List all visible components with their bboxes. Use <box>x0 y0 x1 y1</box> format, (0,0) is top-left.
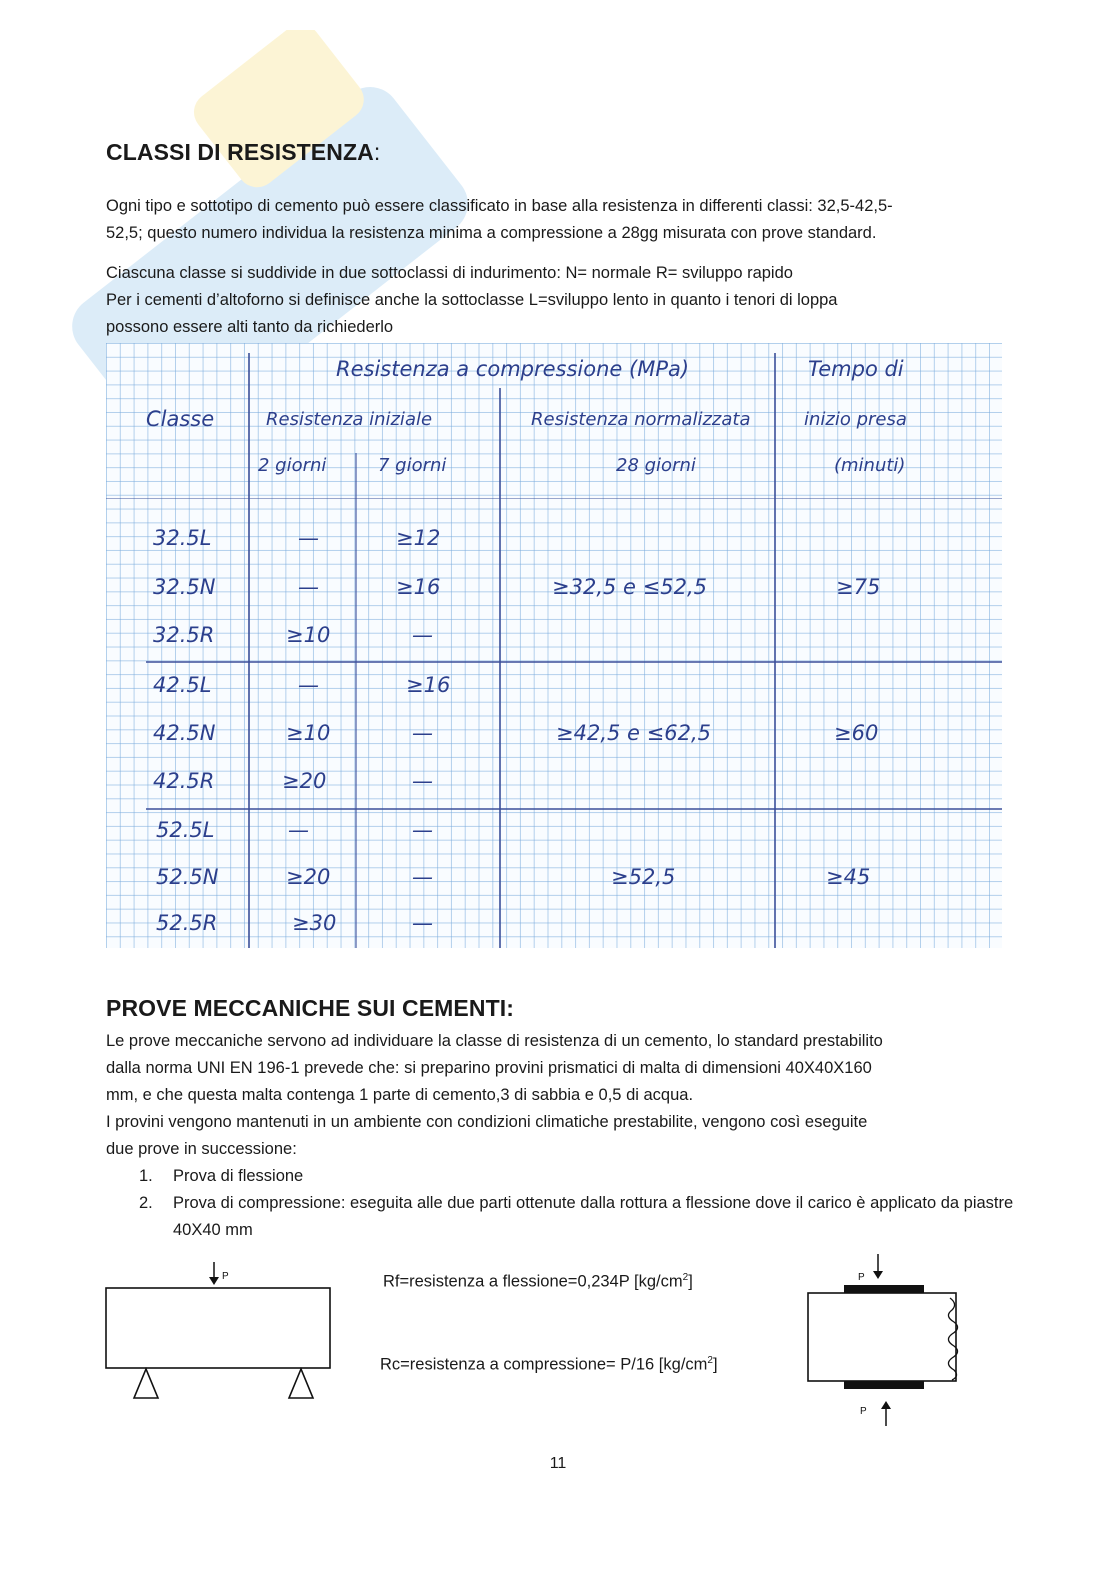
header-tempo-3: (minuti) <box>834 455 906 476</box>
load-label: P <box>222 1271 229 1282</box>
group-42-28g: ≥42,5 e ≤62,5 <box>556 721 711 745</box>
handwritten-resistance-table: Resistenza a compressione (MPa) Tempo di Classe Resistenza iniziale Resistenza normalizzata inizio presa 2 giorni 7 giorni 28 giorni (minuti) 32.5L — ≥12 32.5N — ≥16 32.5R ≥10 — 42.5L — ≥16 42.5N ≥10 — 42.5R ≥20 — 52.5L — — 52.5N ≥20 — 52.5R ≥30 — ≥32,5 e ≤52,5 ≥75 ≥42,5 e ≤62,5 ≥60 ≥52,5 ≥45 <box>106 343 1002 948</box>
paragraph-line: I provini vengono mantenuti in un ambiente con condizioni climatiche prestabilite, vengono così eseguite <box>106 1113 868 1131</box>
group-42-tempo: ≥60 <box>834 721 879 745</box>
compression-test-diagram <box>800 1250 980 1435</box>
paragraph-line: possono essere alti tanto da richiederlo <box>106 318 394 336</box>
header-7-giorni: 7 giorni <box>378 455 447 476</box>
list-item: 2. Prova di compressione: eseguita alle due parti ottenute dalla rottura a flessione dove il carico è applicato da piastre 40X40 mm <box>139 1194 1014 1239</box>
paragraph-line: due prove in successione: <box>106 1140 297 1158</box>
load-label-top: P <box>858 1272 865 1283</box>
section-title-classi: CLASSI DI RESISTENZA: <box>106 139 381 165</box>
header-tempo-2: inizio presa <box>804 409 907 430</box>
formula-flexion: Rf=resistenza a flessione=0,234P $[kg/cm^2]$ <box>383 1272 693 1291</box>
list-item: 1. Prova di flessione <box>139 1167 304 1185</box>
page-number: 11 <box>549 1455 567 1472</box>
paragraph-line: Per i cementi d’altoforno si definisce anche la sottoclasse L=sviluppo lento in quanto i tenori di loppa <box>106 291 838 309</box>
paragraph-line: mm, e che questa malta contenga 1 parte di cemento,3 di sabbia e 0,5 di acqua. <box>106 1086 694 1104</box>
paragraph-line: Ciascuna classe si suddivide in due sottoclassi di indurimento: N= normale R= sviluppo rapido <box>106 264 793 282</box>
header-28-giorni: 28 giorni <box>616 455 696 476</box>
header-compressione: Resistenza a compressione (MPa) <box>336 357 690 381</box>
header-normalizzata: Resistenza normalizzata <box>531 409 751 430</box>
load-label-bottom: P <box>860 1406 867 1417</box>
header-classe: Classe <box>146 407 215 431</box>
header-2-giorni: 2 giorni <box>258 455 327 476</box>
paragraph-line: Le prove meccaniche servono ad individuare la classe di resistenza di un cemento, lo standard prestabilito <box>106 1032 883 1050</box>
section-title-prove: PROVE MECCANICHE SUI CEMENTI: <box>106 995 514 1021</box>
group-52-tempo: ≥45 <box>826 865 871 889</box>
paragraph-line: Ogni tipo e sottotipo di cemento può essere classificato in base alla resistenza in differenti classi: 32,5-42,5- <box>106 197 893 215</box>
flexion-test-diagram <box>100 1258 340 1408</box>
group-32-tempo: ≥75 <box>836 575 881 599</box>
paragraph-line: dalla norma UNI EN 196-1 prevede che: si preparino provini prismatici di malta di dimensioni 40X40X160 <box>106 1059 872 1077</box>
header-tempo-1: Tempo di <box>808 357 904 381</box>
group-32-28g: ≥32,5 e ≤52,5 <box>552 575 707 599</box>
test-steps-list <box>106 1163 1033 1244</box>
formula-compression: Rc=resistenza a compressione= P/16 $[kg/cm^2]$ <box>380 1355 718 1374</box>
header-iniziale: Resistenza iniziale <box>266 409 433 430</box>
group-52-28g: ≥52,5 <box>611 865 676 889</box>
paragraph-line: 52,5; questo numero individua la resistenza minima a compressione a 28gg misurata con prove standard. <box>106 224 877 242</box>
